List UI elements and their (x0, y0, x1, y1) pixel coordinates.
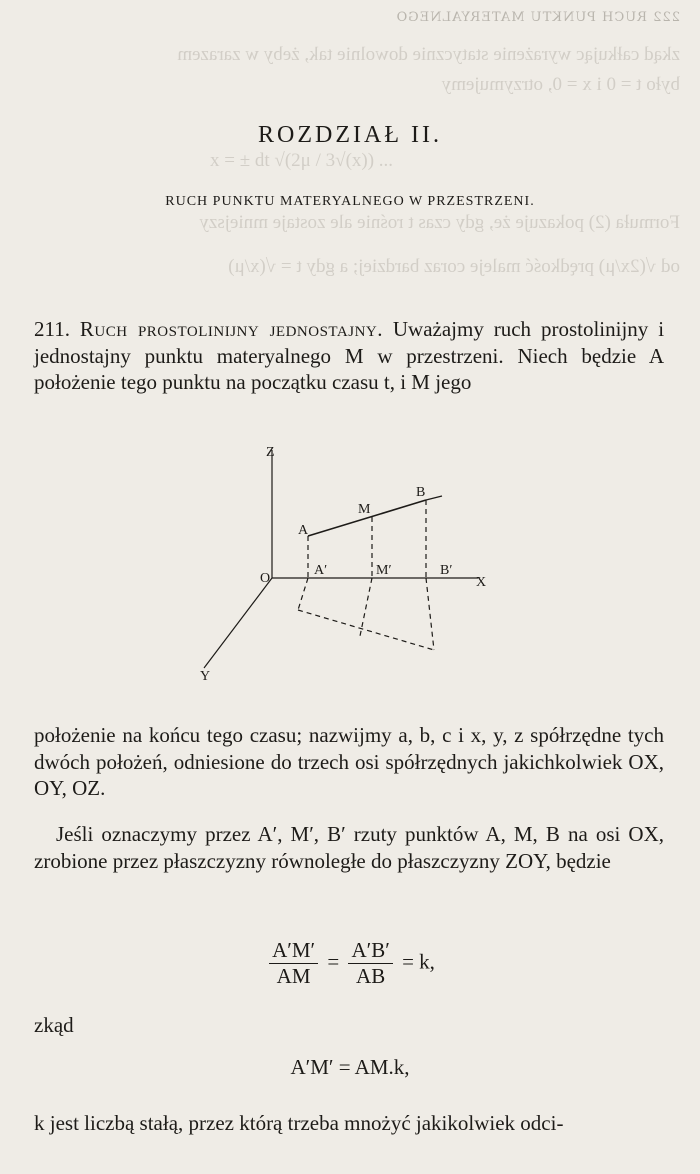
chapter-subtitle: RUCH PUNKTU MATERYALNEGO W PRZESTRZENI. (165, 194, 535, 209)
bleed-header-text: 222 RUCH PUNKTU MATERYALNEGO (395, 10, 680, 25)
bleed-line: x = ± dt √(2μ / 3√(x)) ... (210, 150, 394, 171)
bleed-running-header (30, 10, 680, 28)
label-a-prime: A′ (314, 563, 328, 578)
section-211-paragraph (34, 316, 664, 396)
label-y: Y (200, 669, 211, 684)
numerator: A′M′ (269, 938, 318, 964)
bleed-line: zkąd całkując wyrażenie statycznie dowolnie tak, żeby w zarazem (177, 44, 680, 65)
label-a: A (298, 523, 309, 538)
paragraph-projections: Jeśli oznaczymy przez A′, M′, B′ rzuty punktów A, M, B na osi OX, zrobione przez płaszczyzny równoległe do płaszczyzny ZOY, będzie (34, 822, 664, 873)
fraction-a-b (348, 938, 392, 989)
denominator: AM (276, 964, 311, 988)
section-heading: Ruch prostolinijny jednostajny. (79, 317, 383, 341)
y-axis (204, 578, 272, 668)
label-origin: O (260, 571, 271, 586)
bleed-line: Formuła (2) pokazuje że, gdy czas t rośnie ale zostaje mniejszy (199, 212, 680, 233)
whence-word: zkąd (34, 1013, 74, 1037)
section-text: Uważajmy ruch prostolinijny i jednostajny punktu materyalnego M w przestrzeni. Niech będzie A położenie tego punktu na początku czasu t, i M jego (34, 317, 665, 394)
section-number: 211. (34, 317, 70, 341)
bleed-line: od √(2x/μ) prędkość maleje coraz bardziej; a gdy t = √(x/μ) (228, 256, 680, 277)
denominator: AB (356, 964, 386, 988)
label-b-prime: B′ (440, 563, 453, 578)
paragraph-coordinates: położenie na końcu tego czasu; nazwijmy a, b, c i x, y, z spółrzędne tych dwóch położeń, odniesione do trzech osi spółrzędnych jakichkolwiek OX, OY, OZ. (34, 723, 664, 800)
equals-sign: = (327, 949, 340, 974)
projection-line-a-lower (298, 578, 308, 610)
fraction-a-m (269, 938, 318, 989)
label-m-prime: M′ (376, 563, 392, 578)
segment-b-extension (426, 496, 442, 500)
ground-line (298, 610, 434, 650)
ratio-formula (0, 938, 700, 989)
product-formula: A′M′ = AM.k, (290, 1055, 410, 1079)
projection-line-m-lower (360, 578, 372, 636)
label-b: B (416, 485, 426, 500)
bleed-line: było t = 0 i x = 0, otrzymujemy (441, 74, 680, 95)
equals-k: = k, (402, 949, 435, 974)
projection-line-b-lower (426, 578, 434, 650)
chapter-title: ROZDZIAŁ II. (258, 122, 442, 148)
label-m: M (358, 502, 371, 517)
projection-figure (190, 440, 510, 690)
label-x: X (476, 575, 487, 590)
last-line: k jest liczbą stałą, przez którą trzeba mnożyć jakikolwiek odci- (34, 1111, 564, 1135)
label-z: Z (266, 445, 275, 460)
numerator: A′B′ (348, 938, 392, 964)
